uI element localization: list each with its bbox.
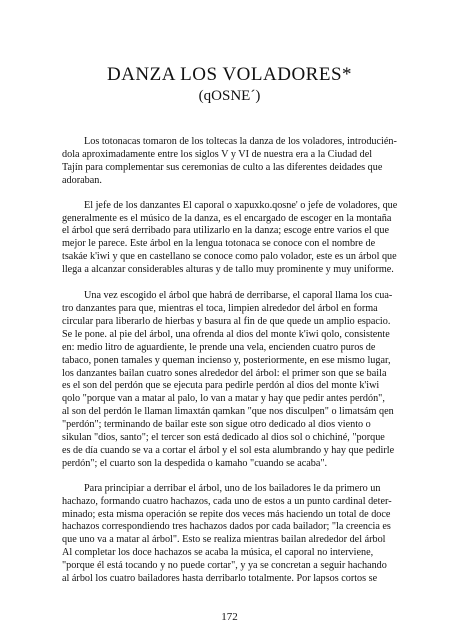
text-line: es el son del perdón que se ejecuta para pedirle perdón al dios del monte k'iwi xyxy=(62,380,380,392)
page-subtitle: (qOSNE´) xyxy=(198,88,261,104)
text-line: hachazos correspondiendo tres hachazos dados por cada bailador; "la creencia es xyxy=(62,521,391,533)
text-line: El jefe de los danzantes El caporal o xapuxko.qosne' o jefe de voladores, que xyxy=(84,199,398,211)
paragraph xyxy=(62,290,428,471)
text-line: generalmente es el músico de la danza, es el encargado de escoger en la montaña xyxy=(62,212,392,224)
text-line: circular para liberarlo de hierbas y basura al fin de que quede un amplio espacio. xyxy=(62,315,391,327)
text-line: mejor le parece. Este árbol en la lengua totonaca se conoce con el nombre de xyxy=(62,238,376,250)
text-line: perdón"; el cuarto son la despedida o kamaho "cuando se acaba". xyxy=(62,457,328,469)
body-text xyxy=(62,136,428,598)
text-line: que uno va a matar al árbol". Esto se realiza mientras bailan alrededor del árbol xyxy=(62,534,386,546)
text-line: es de día cuando se va a cortar el árbol y el sol esta alumbrando y hay que pedirle xyxy=(62,444,395,456)
text-line: al son del perdón le llaman limaxtán qamkan "que nos disculpen" o limatsám qen xyxy=(62,406,394,418)
text-line: al árbol los cuatro bailadores hasta derribarlo totalmente. Por lapsos cortos se xyxy=(62,573,378,585)
text-line: minado; esta misma operación se repite dos veces más haciendo un total de doce xyxy=(62,508,391,520)
text-line: Al completar los doce hachazos se acaba la música, el caporal no interviene, xyxy=(62,547,374,559)
text-line: tsakáe k'iwi y que en castellano se conoce como palo volador, este es un árbol que xyxy=(62,251,397,263)
text-line: en: medio litro de aguardiente, le prende una vela, encienden cuatro puros de xyxy=(62,341,376,353)
page-number: 172 xyxy=(221,611,238,623)
text-line: los danzantes bailan cuatro sones alrededor del árbol: el primer son que se baila xyxy=(62,367,387,379)
text-line: qolo "porque van a matar al palo, lo van a matar y hay que pedir antes perdón", xyxy=(62,393,385,405)
text-line: el árbol que será derribado para utilizarlo en la danza; escoge entre varios el que xyxy=(62,225,389,237)
text-line: Se le pone. al pie del árbol, una ofrenda al dios del monte k'iwi qolo, consistente xyxy=(62,328,390,340)
paragraph xyxy=(62,200,428,277)
text-line: tabaco, ponen tamales y queman incienso y, posteriormente, en ese mismo lugar, xyxy=(62,354,391,366)
text-line: Una vez escogido el árbol que habrá de derribarse, el caporal llama los cua- xyxy=(84,290,393,302)
text-line: "porque él está tocando y no puede cortar", y ya se concretan a seguir hachando xyxy=(62,560,387,572)
paragraph xyxy=(62,136,428,188)
paragraph xyxy=(62,483,428,586)
text-line: adoraban. xyxy=(62,174,102,186)
text-line: sikulan "dios, santo"; el tercer son está dedicado al dios sol o chichiné, "porque xyxy=(62,432,385,444)
text-line: Tajín para complementar sus ceremonias de culto a las diferentes deidades que xyxy=(62,161,383,173)
text-line: dola aproximadamente entre los siglos V y VI de nuestra era a la Ciudad del xyxy=(62,148,373,160)
text-line: hachazo, formando cuatro hachazos, cada uno de estos a un punto cardinal deter- xyxy=(62,495,392,507)
page-title: DANZA LOS VOLADORES* xyxy=(106,64,353,85)
text-line: tro danzantes para que, mientras el toca, limpien alrededor del árbol en forma xyxy=(62,302,378,314)
text-line: Los totonacas tomaron de los toltecas la danza de los voladores, introducién- xyxy=(84,136,397,147)
text-line: Para principiar a derribar el árbol, uno de los bailadores le da primero un xyxy=(84,482,381,494)
text-line: llega a alcanzar considerables alturas y de tallo muy prominente y muy uniforme. xyxy=(62,264,394,276)
text-line: "perdón"; terminando de bailar este son sigue otro dedicado al dios viento o xyxy=(62,419,371,431)
